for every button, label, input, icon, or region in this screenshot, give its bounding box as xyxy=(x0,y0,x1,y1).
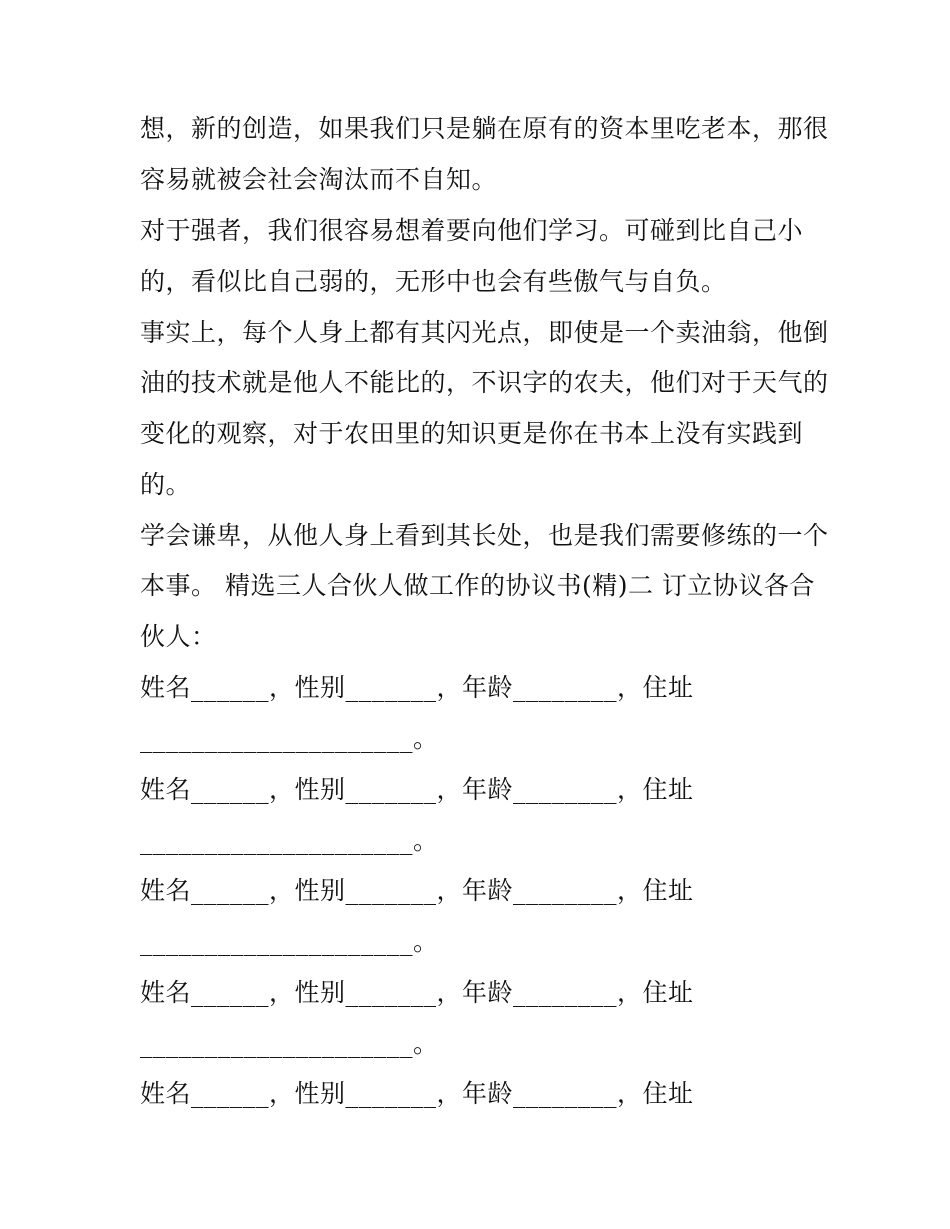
address-blank-line: _____________________。 xyxy=(140,724,439,753)
text-line: 对于强者，我们很容易想着要向他们学习。可碰到比自己小 xyxy=(140,216,804,245)
text-line: 伙人： xyxy=(140,622,217,651)
text-line: 学会谦卑，从他人身上看到其长处，也是我们需要修练的一个 xyxy=(140,521,829,550)
text-line: 油的技术就是他人不能比的，不识字的农夫，他们对于天气的 xyxy=(140,368,829,397)
text-line: 的。 xyxy=(140,470,192,499)
address-blank-line: _____________________。 xyxy=(140,1029,439,1058)
text-line: 事实上，每个人身上都有其闪光点，即使是一个卖油翁，他倒 xyxy=(140,318,829,347)
text-line: 变化的观察，对于农田里的知识更是你在书本上没有实践到 xyxy=(140,419,804,448)
partner-info-line: 姓名______，性别_______，年龄________，住址 xyxy=(140,673,694,702)
text-line: 的，看似比自己弱的，无形中也会有些傲气与自负。 xyxy=(140,267,727,296)
partner-info-line: 姓名______，性别_______，年龄________，住址 xyxy=(140,775,694,804)
address-blank-line: _____________________。 xyxy=(140,826,439,855)
text-line: 本事。 精选三人合伙人做工作的协议书(精)二 订立协议各合 xyxy=(140,571,815,600)
address-blank-line: _____________________。 xyxy=(140,927,439,956)
text-line: 容易就被会社会淘汰而不自知。 xyxy=(140,165,498,194)
partner-info-line: 姓名______，性别_______，年龄________，住址 xyxy=(140,876,694,905)
text-line: 想，新的创造，如果我们只是躺在原有的资本里吃老本，那很 xyxy=(140,114,829,143)
partner-info-line: 姓名______，性别_______，年龄________，住址 xyxy=(140,978,694,1007)
partner-info-line: 姓名______，性别_______，年龄________，住址 xyxy=(140,1079,694,1108)
